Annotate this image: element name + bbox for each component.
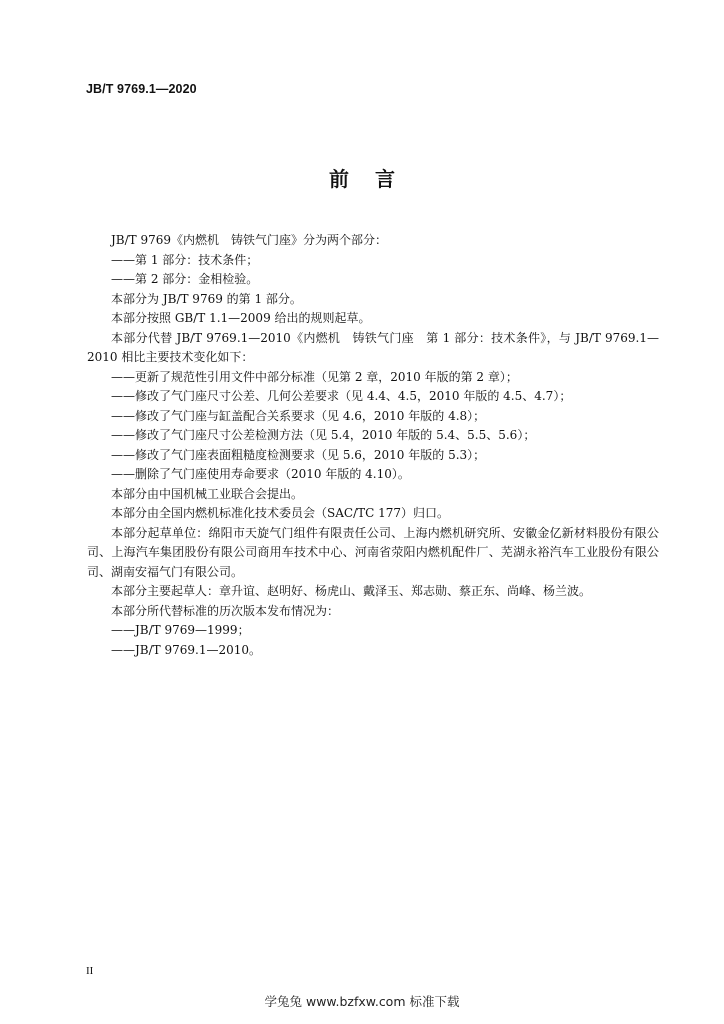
paragraph: 本部分所代替标准的历次版本发布情况为： bbox=[111, 603, 340, 618]
watermark: 学兔兔 www.bzfxw.com 标准下载 bbox=[264, 994, 460, 1009]
paragraph: 本部分按照 GB/T 1.1—2009 给出的规则起草。 bbox=[111, 311, 371, 325]
list-item: ——删除了气门座使用寿命要求（2010 年版的 4.10）。 bbox=[111, 467, 410, 481]
list-item: ——JB/T 9769—1999； bbox=[111, 623, 250, 637]
list-item: ——更新了规范性引用文件中部分标准（见第 2 章，2010 年版的第 2 章）； bbox=[111, 369, 518, 384]
foreword-body bbox=[87, 231, 659, 660]
paragraph-drafting-units: 本部分起草单位：绵阳市天旋气门组件有限责任公司、上海内燃机研究所、安徽金亿新材料股份有限公司、上海汽车集团股份有限公司商用车技术中心、河南省荥阳内燃机配件厂、芜湖永裕汽车工业股份有限公司、湖南安福气门有限公司。 bbox=[87, 525, 659, 579]
list-item: ——第 1 部分：技术条件； bbox=[111, 252, 259, 267]
paragraph-replacement: 本部分代替 JB/T 9769.1—2010《内燃机 铸铁气门座 第 1 部分：技术条件》，与 JB/T 9769.1—2010 相比主要技术变化如下： bbox=[87, 330, 659, 364]
list-item: ——第 2 部分：金相检验。 bbox=[111, 272, 259, 286]
list-item: ——修改了气门座与缸盖配合关系要求（见 4.6，2010 年版的 4.8）； bbox=[111, 408, 486, 423]
list-item: ——修改了气门座尺寸公差、几何公差要求（见 4.4、4.5，2010 年版的 4.5、4.7）； bbox=[111, 389, 572, 403]
list-item: ——修改了气门座尺寸公差检测方法（见 5.4，2010 年版的 5.4、5.5、5.6）； bbox=[111, 428, 536, 442]
list-item: ——JB/T 9769.1—2010。 bbox=[111, 642, 262, 657]
paragraph-drafters: 本部分主要起草人：章升谊、赵明好、杨虎山、戴泽玉、郑志勋、蔡正东、尚峰、杨兰波。 bbox=[111, 584, 592, 598]
page-number: II bbox=[86, 965, 94, 977]
paragraph-intro: JB/T 9769《内燃机 铸铁气门座》分为两个部分： bbox=[111, 233, 388, 247]
paragraph: 本部分由全国内燃机标准化技术委员会（SAC/TC 177）归口。 bbox=[111, 506, 450, 520]
page-title: 前言 bbox=[329, 167, 421, 191]
paragraph: 本部分由中国机械工业联合会提出。 bbox=[111, 486, 304, 501]
paragraph: 本部分为 JB/T 9769 的第 1 部分。 bbox=[111, 291, 302, 306]
list-item: ——修改了气门座表面粗糙度检测要求（见 5.6，2010 年版的 5.3）； bbox=[111, 447, 486, 462]
standard-code: JB/T 9769.1—2020 bbox=[86, 82, 197, 96]
